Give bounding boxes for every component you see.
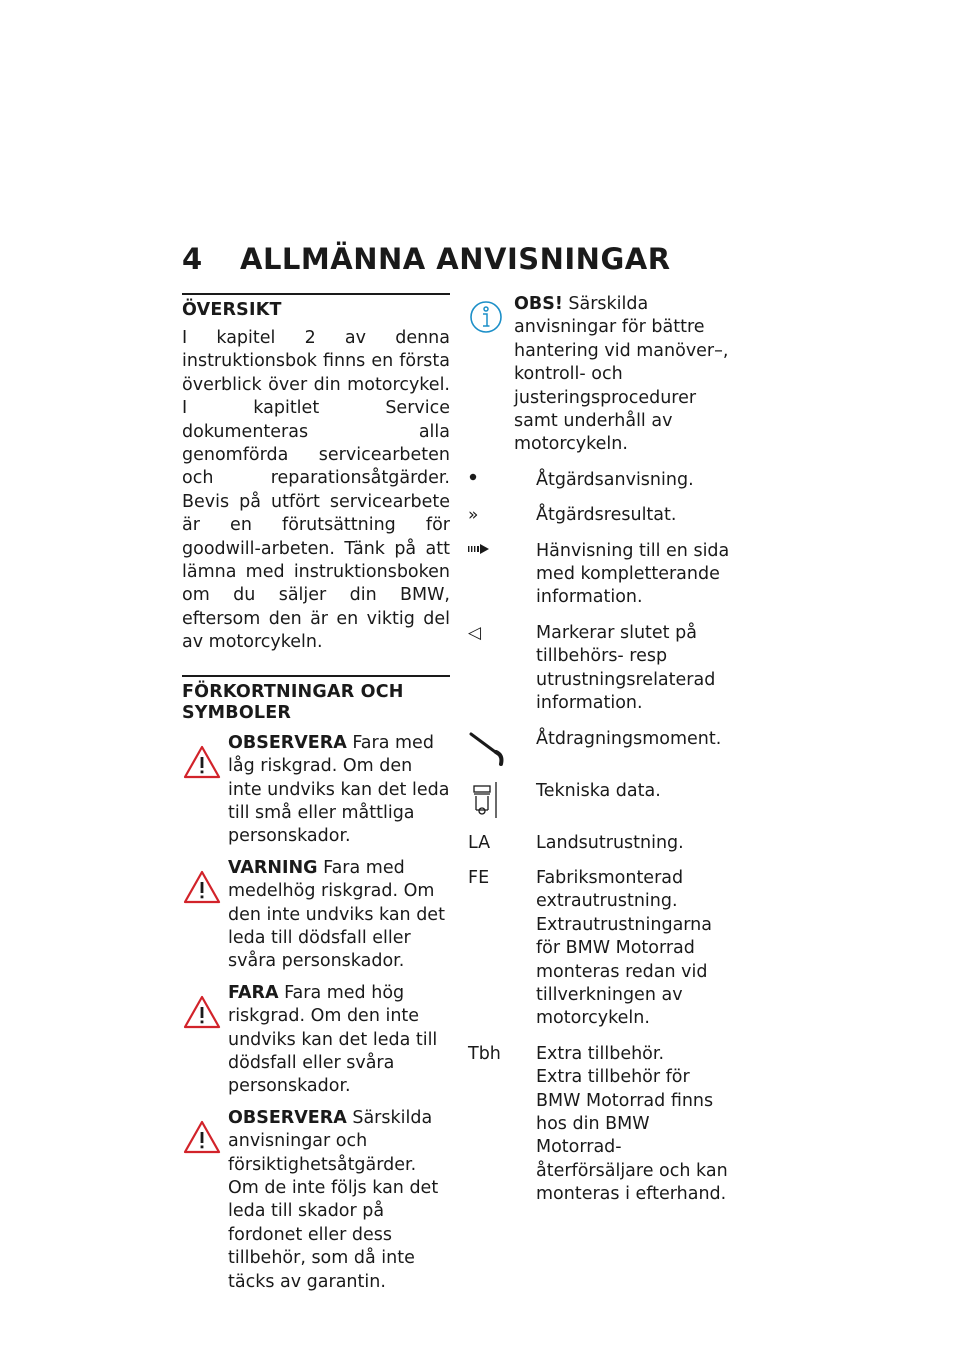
end-marker-icon: ◁ <box>468 622 482 643</box>
warning-notice <box>182 857 450 974</box>
symbol-row <box>468 832 736 855</box>
torque-wrench-icon <box>468 728 536 768</box>
overview-title: ÖVERSIKT <box>182 293 450 321</box>
obs-heading: OBS! <box>514 294 563 314</box>
warning-notice <box>182 1107 450 1294</box>
symbol-description: Åtdragningsmoment. <box>536 728 722 749</box>
symbol-row <box>468 469 736 492</box>
notice-text: Särskilda anvisningar och försiktighetsåtgärder. Om de inte följs kan det leda till skador på fordonet eller dess tillbehör, som då inte täcks av garantin. <box>228 1107 439 1292</box>
result-chevron-icon: » <box>468 505 479 526</box>
symbol-row <box>468 504 736 527</box>
symbol-description: Åtgärdsresultat. <box>536 505 677 526</box>
symbol-row <box>468 780 736 820</box>
symbol-row <box>468 867 736 1031</box>
symbol-abbreviation: Tbh <box>468 1043 501 1064</box>
chapter-title: ALLMÄNNA ANVISNINGAR <box>240 242 671 276</box>
symbol-row <box>468 1043 736 1207</box>
symbol-description: Markerar slutet på tillbehörs- resp utrustningsrelaterad information. <box>536 622 716 714</box>
abbreviations-title: FÖRKORTNINGAR OCH SYMBOLER <box>182 675 450 724</box>
symbol-description: Landsutrustning. <box>536 832 684 853</box>
warning-triangle-icon <box>182 994 222 1030</box>
info-icon <box>468 299 504 335</box>
symbol-description: Åtgärdsanvisning. <box>536 469 694 490</box>
symbol-description: Extra tillbehör. <box>536 1043 665 1064</box>
notice-text: Fara med hög riskgrad. Om den inte undviks kan det leda till dödsfall eller svåra personskador. <box>228 982 438 1097</box>
notice-heading: VARNING <box>228 857 318 878</box>
symbol-abbreviation: FE <box>468 867 490 888</box>
overview-body: I kapitel 2 av denna instruktionsbok finns en första överblick över din motorcykel. I kapitlet Service dokumenteras alla genomförda servicearbeten och reparationsåtgärder. Bevis på utfört servicearbete är en förutsättning för goodwill-arbeten. Tänk på att lämna med instruktionsboken om du säljer din BMW, eftersom den är en viktig del av motorcykeln. <box>182 328 450 653</box>
technical-data-icon <box>468 780 536 820</box>
obs-note <box>468 293 736 457</box>
symbol-description-detail: Extrautrustningarna för BMW Motorrad monteras redan vid tillverkningen av motorcykeln. <box>536 914 712 1029</box>
symbol-description: Fabriksmonterad extrautrustning. <box>536 867 684 912</box>
symbol-abbreviation: LA <box>468 832 491 853</box>
symbol-row <box>468 540 736 610</box>
symbol-description: Hänvisning till en sida med kompletterande information. <box>536 540 730 608</box>
warning-notice <box>182 982 450 1099</box>
warning-triangle-icon <box>182 1119 222 1155</box>
reference-arrow-icon <box>468 540 536 610</box>
symbol-row <box>468 622 736 716</box>
notice-text: Fara med låg riskgrad. Om den inte undviks kan det leda till små eller måttliga personskador. <box>228 732 450 847</box>
chapter-heading <box>182 242 671 276</box>
warning-triangle-icon <box>182 869 222 905</box>
notice-heading: OBSERVERA <box>228 732 347 753</box>
notice-text: Fara med medelhög riskgrad. Om den inte undviks kan det leda till dödsfall eller svåra personskador. <box>228 857 445 972</box>
symbol-list <box>468 469 736 1207</box>
symbol-row <box>468 728 736 768</box>
left-column <box>182 293 450 1294</box>
bullet-icon <box>468 469 536 492</box>
notice-heading: OBSERVERA <box>228 1107 347 1128</box>
right-column <box>468 293 736 1207</box>
notice-list <box>182 732 450 1294</box>
warning-triangle-icon <box>182 744 222 780</box>
notice-heading: FARA <box>228 982 279 1003</box>
symbol-description: Tekniska data. <box>536 780 661 801</box>
chapter-number: 4 <box>182 242 203 276</box>
warning-notice <box>182 732 450 849</box>
obs-text: Särskilda anvisningar för bättre hantering vid manöver–, kontroll- och justeringsprocedurer samt underhåll av motorcykeln. <box>514 294 729 455</box>
symbol-description-detail: Extra tillbehör för BMW Motorrad finns hos din BMW Motorrad-återförsäljare och kan monteras i efterhand. <box>536 1067 728 1205</box>
